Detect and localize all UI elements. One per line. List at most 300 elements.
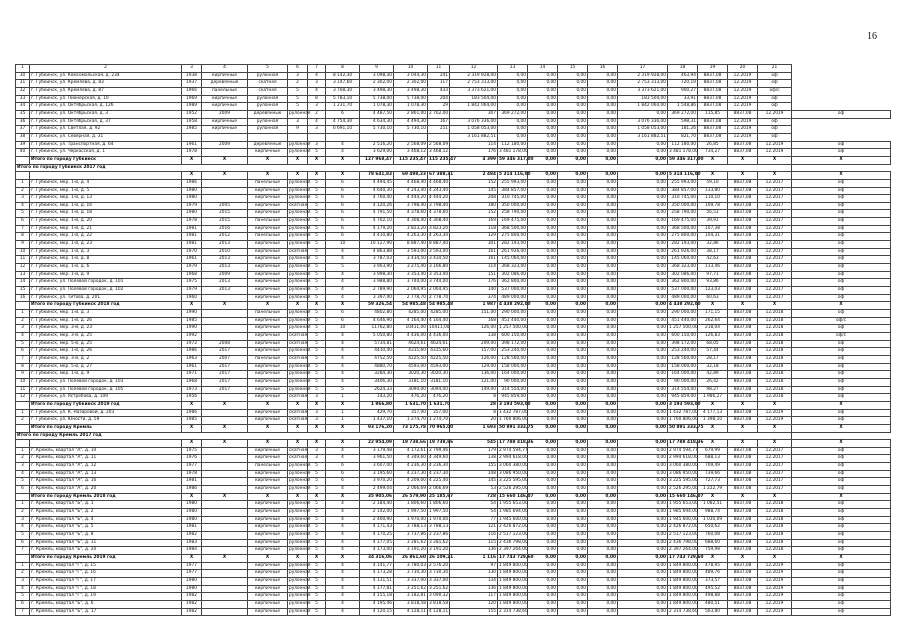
table-cell: 0,00 xyxy=(558,241,588,249)
table-cell: 12.2017 xyxy=(758,179,792,187)
table-cell: 1 xyxy=(16,562,30,570)
table-cell: 4 xyxy=(326,332,360,340)
table-cell: 0,00 xyxy=(588,225,618,233)
table-cell: 3 251,62 xyxy=(394,585,428,593)
table-cell: 0,00 xyxy=(558,332,588,340)
table-cell: 0,00 xyxy=(558,608,588,616)
table-cell: 77 xyxy=(450,516,498,524)
table-cell: 26 861,60 xyxy=(394,555,428,563)
table-cell: 1978 xyxy=(182,149,202,157)
table-cell: 40 xyxy=(16,149,30,157)
table-cell: 0,00 xyxy=(528,332,558,340)
address-cell: г. Губкинск, ул. Транспортная, д. 64 xyxy=(30,141,182,149)
table-cell: 739,66 xyxy=(698,470,728,478)
table-cell: 161 xyxy=(450,248,498,256)
table-cell: 208 xyxy=(450,195,498,203)
table-cell: 8837,08 xyxy=(728,141,758,149)
table-cell: 5 xyxy=(308,524,326,532)
table-cell: оф xyxy=(792,386,891,394)
table-cell: 369 272,00 xyxy=(498,110,528,118)
table-cell: 0,00 xyxy=(528,126,558,134)
table-cell: рулонная xyxy=(288,593,308,601)
table-cell: 1971 xyxy=(182,371,202,379)
table-cell: 1 116 xyxy=(450,555,498,563)
table-cell: 0,00 xyxy=(588,271,618,279)
table-cell: оф xyxy=(792,486,891,494)
address-cell: г. Губкинск, мкр. 1-й, д. 3 xyxy=(30,310,182,318)
table-cell: 4 468,40 xyxy=(394,179,428,187)
address-cell: г. Губкинск, ул. Полевой городок, д. 105 xyxy=(30,386,182,394)
table-cell: X xyxy=(288,401,308,409)
table-cell: 0,00 xyxy=(528,202,558,210)
table-cell: 0,00 xyxy=(588,103,618,111)
table-cell: оф xyxy=(792,149,891,157)
table-cell xyxy=(202,577,248,585)
table-cell: 0,00 xyxy=(558,156,588,164)
table-cell: 5 xyxy=(308,317,326,325)
table-cell: 0,00 xyxy=(558,95,588,103)
table-cell: 4 170,25 xyxy=(360,532,394,540)
table-cell: рулонная xyxy=(288,378,308,386)
table-cell: 2 xyxy=(16,317,30,325)
table-cell: 0,00 xyxy=(588,279,618,287)
table-cell: 5 xyxy=(308,562,326,570)
table-cell: кирпичные xyxy=(248,264,288,272)
table-row xyxy=(16,110,891,118)
table-cell: 0,00 xyxy=(588,455,618,463)
table-cell: 1970 xyxy=(182,248,202,256)
table-cell: 2 517 123,00 xyxy=(498,532,528,540)
table-cell: 3 593,00 xyxy=(428,248,450,256)
table-cell: 433 xyxy=(428,87,450,95)
table-cell: 0,00 xyxy=(558,547,588,555)
table-cell: 727,73 xyxy=(698,478,728,486)
table-cell: 0,00 xyxy=(618,340,668,348)
group-heading: Итого по городу Кремль 2017 год xyxy=(16,432,792,440)
table-cell: 8837,08 xyxy=(728,218,758,226)
address-cell: г. Губкинск, ул. Титова, д. 201 xyxy=(30,294,182,302)
table-cell: X xyxy=(728,302,758,310)
table-cell: 451 440,00 xyxy=(668,317,698,325)
table-cell: 3 737,86 xyxy=(394,532,428,540)
table-cell: 1 222,79 xyxy=(698,486,728,494)
table-cell: 476,20 xyxy=(428,394,450,402)
table-cell: 14 xyxy=(16,279,30,287)
table-cell: 0,00 xyxy=(618,294,668,302)
table-cell: рулонная xyxy=(288,110,308,118)
table-cell: 15 xyxy=(16,287,30,295)
table-cell: 4 xyxy=(326,524,360,532)
table-row xyxy=(16,455,891,463)
table-cell: 0,00 xyxy=(588,202,618,210)
table-cell: X xyxy=(792,555,891,563)
table-cell: 26,42 xyxy=(698,378,728,386)
address-cell: г. Кремль, квартал "А", д. 12 xyxy=(30,463,182,471)
table-cell: 4 349,60 xyxy=(394,455,428,463)
table-cell: 0,00 xyxy=(588,332,618,340)
table-cell: рулонная xyxy=(288,501,308,509)
table-cell: кирпичные xyxy=(248,486,288,494)
table-cell: X xyxy=(182,401,202,409)
table-cell: оф xyxy=(792,532,891,540)
table-cell: X xyxy=(288,555,308,563)
table-cell: скатная xyxy=(288,340,308,348)
table-cell: 6 xyxy=(326,310,360,318)
table-cell: 0,00 xyxy=(528,509,558,517)
table-cell: 4 308,40 xyxy=(394,218,428,226)
table-cell xyxy=(202,608,248,616)
table-cell: 26,85 xyxy=(698,141,728,149)
table-cell: 0,00 xyxy=(588,470,618,478)
table-cell: 0,00 xyxy=(558,424,588,432)
table-cell: 3 823,20 xyxy=(428,225,450,233)
table-cell: 8837,08 xyxy=(728,363,758,371)
table-cell: 4 438 292,00 xyxy=(498,302,528,310)
table-cell: 0,00 xyxy=(558,409,588,417)
address-cell: г. Губкинск, мкр. 1-й, д. 4 xyxy=(30,179,182,187)
table-cell: 0,00 xyxy=(558,363,588,371)
table-cell: X xyxy=(758,401,792,409)
address-cell: г. Кремль, квартал "Б", д. 6 xyxy=(30,600,182,608)
table-cell: рулонная xyxy=(288,264,308,272)
table-cell: 0,00 xyxy=(558,210,588,218)
table-row xyxy=(16,225,891,233)
table-cell: 4 xyxy=(16,202,30,210)
table-cell: 1 274,70 xyxy=(394,417,428,425)
table-cell: 0,00 xyxy=(588,302,618,310)
table-cell: 0,00 xyxy=(498,103,528,111)
table-cell: 183 504,00 xyxy=(618,95,668,103)
table-cell: 1 849 800,00 xyxy=(498,593,528,601)
table-cell: рулонная xyxy=(288,310,308,318)
table-cell xyxy=(202,501,248,509)
table-cell: 1968 xyxy=(182,271,202,279)
table-cell: 1990 xyxy=(182,310,202,318)
table-cell: 650,62 xyxy=(698,524,728,532)
table-cell xyxy=(202,310,248,318)
table-cell: 8837,08 xyxy=(728,317,758,325)
table-cell: 8837,08 xyxy=(728,386,758,394)
table-cell: 0,00 xyxy=(618,156,668,164)
address-cell: г. Кремль, квартал "Г", д. 18 xyxy=(30,585,182,593)
group-heading-row xyxy=(16,432,891,440)
table-cell: 4 xyxy=(326,256,360,264)
table-cell: 12.2018 xyxy=(758,532,792,540)
table-cell: 3 988,80 xyxy=(360,279,394,287)
table-row xyxy=(16,577,891,585)
column-number: 9 xyxy=(360,65,394,73)
table-cell xyxy=(326,133,360,141)
column-number: 7 xyxy=(308,65,326,73)
table-cell: 3 xyxy=(16,195,30,203)
table-cell: рулонная xyxy=(288,317,308,325)
table-cell: 158 000,00 xyxy=(668,363,698,371)
table-cell: 0,00 xyxy=(588,478,618,486)
table-cell: 8837,08 xyxy=(728,608,758,616)
table-cell: 2 xyxy=(16,455,30,463)
table-cell: X xyxy=(202,401,248,409)
table-cell: 3 225 595,00 xyxy=(668,478,698,486)
table-cell: 28 xyxy=(450,401,498,409)
table-cell: 0,00 xyxy=(558,524,588,532)
table-cell: 114 xyxy=(450,264,498,272)
table-cell: 38 xyxy=(16,133,30,141)
table-cell: 0,00 xyxy=(558,118,588,126)
address-cell: г. Губкинск, мкр. 1-й, д. 8 xyxy=(30,256,182,264)
address-cell: г. Губкинск, ул. Октябрьская, д. 3 xyxy=(30,110,182,118)
table-cell xyxy=(182,133,202,141)
table-cell: X xyxy=(248,493,288,501)
column-number: 19 xyxy=(698,65,728,73)
table-cell: 126,83 xyxy=(698,332,728,340)
table-cell: 0,00 xyxy=(618,332,668,340)
table-cell: 1 849 800,00 xyxy=(668,577,698,585)
table-cell: 0,00 xyxy=(618,409,668,417)
table-cell: 1 xyxy=(16,179,30,187)
table-cell: 251 xyxy=(428,126,450,134)
table-row xyxy=(16,547,891,555)
table-cell: 8837,08 xyxy=(728,394,758,402)
table-cell xyxy=(202,179,248,187)
table-cell: 301 xyxy=(450,241,498,249)
table-cell: 98,27 xyxy=(698,386,728,394)
table-row xyxy=(16,95,891,103)
table-cell: 8 887,40 xyxy=(394,241,428,249)
table-cell: 1979 xyxy=(182,287,202,295)
table-cell: 0,00 xyxy=(528,95,558,103)
table-cell: X xyxy=(326,424,360,432)
table-cell: X xyxy=(728,156,758,164)
table-cell: 4 438 292,00 xyxy=(668,302,698,310)
table-cell: 4 xyxy=(16,332,30,340)
table-cell: 8837,08 xyxy=(728,371,758,379)
table-cell: 33 xyxy=(16,95,30,103)
table-cell: 112 180,00 xyxy=(498,141,528,149)
table-cell: 7 xyxy=(16,547,30,555)
table-cell: 1981 xyxy=(182,478,202,486)
table-cell: 357,00 xyxy=(428,409,450,417)
table-cell: 4 436,00 xyxy=(394,332,428,340)
table-cell: 4 120,15 xyxy=(360,608,394,616)
table-cell: 5 xyxy=(308,608,326,616)
table-cell: 26 579,90 xyxy=(394,493,428,501)
table-cell: 3 730,30 xyxy=(428,570,450,578)
address-cell: г. Кремль, квартал "Б", д. 20 xyxy=(30,547,182,555)
table-cell: 8837,08 xyxy=(728,547,758,555)
table-cell: 0,00 xyxy=(588,95,618,103)
table-cell: 0,00 xyxy=(618,608,668,616)
table-cell: 10 127,90 xyxy=(360,241,394,249)
table-cell: 0,00 xyxy=(588,172,618,180)
table-cell: кирпичные xyxy=(202,103,248,111)
table-cell: 8837,08 xyxy=(728,355,758,363)
address-cell: г. Губкинск, ул. Полевой городок, д. 102 xyxy=(30,287,182,295)
table-cell: 0,00 xyxy=(528,256,558,264)
table-cell: 1 058 053,00 xyxy=(450,126,498,134)
table-cell: 1 849 800,00 xyxy=(498,577,528,585)
table-cell: 2 974 594,77 xyxy=(498,447,528,455)
table-cell xyxy=(202,600,248,608)
table-cell: 0,00 xyxy=(528,110,558,118)
table-cell: 0,00 xyxy=(528,149,558,157)
table-cell: 1982 xyxy=(182,593,202,601)
table-cell: X xyxy=(758,555,792,563)
table-cell: кирпичные xyxy=(248,600,288,608)
table-cell: оф xyxy=(792,310,891,318)
table-cell: 255 993,00 xyxy=(498,179,528,187)
table-cell: 8837,08 xyxy=(728,447,758,455)
table-cell: 4593,00 xyxy=(428,363,450,371)
table-cell: 0,00 xyxy=(528,455,558,463)
table-row xyxy=(16,80,891,88)
table-cell: 0,00 xyxy=(528,463,558,471)
table-cell: X xyxy=(792,172,891,180)
table-cell: 4 xyxy=(326,608,360,616)
table-cell: 282 193,00 xyxy=(498,241,528,249)
table-cell: скатная xyxy=(288,455,308,463)
table-cell: кирпичные xyxy=(202,126,248,134)
total-row xyxy=(16,555,891,563)
table-cell: 10411,00 xyxy=(428,325,450,333)
table-cell: рулонная xyxy=(248,118,288,126)
table-cell: 4 171,43 xyxy=(360,524,394,532)
table-cell: 4 487,50 xyxy=(360,110,394,118)
table-cell: 3 xyxy=(308,126,326,134)
column-number: 14 xyxy=(528,65,558,73)
table-cell: 1975 xyxy=(182,279,202,287)
table-cell xyxy=(202,593,248,601)
table-cell: 112 180,00 xyxy=(668,141,698,149)
table-cell: 362 800,00 xyxy=(498,279,528,287)
table-cell: 0,00 xyxy=(528,133,558,141)
table-cell: X xyxy=(326,156,360,164)
table-cell: 12.2019 xyxy=(728,72,758,80)
table-cell: рулонная xyxy=(288,325,308,333)
table-cell: 2017 xyxy=(202,386,248,394)
table-cell: 3 060 380,00 xyxy=(498,463,528,471)
table-cell: 2013 xyxy=(202,279,248,287)
table-cell: 171,15 xyxy=(698,310,728,318)
table-cell: 0,00 xyxy=(528,478,558,486)
group-heading-row xyxy=(16,164,891,172)
table-cell: X xyxy=(698,302,728,310)
table-cell: 12.2017 xyxy=(758,447,792,455)
table-cell: кирпичные xyxy=(248,271,288,279)
table-cell: 8837,08 xyxy=(698,95,728,103)
table-cell: 5 738,00 xyxy=(360,95,394,103)
table-cell: 0,00 xyxy=(618,317,668,325)
table-cell: X xyxy=(202,172,248,180)
table-cell: 152 xyxy=(450,210,498,218)
table-cell: 5 xyxy=(308,501,326,509)
table-row xyxy=(16,463,891,471)
table-cell: 1 437,10 xyxy=(360,417,394,425)
table-cell: 17 743 729,60 xyxy=(498,555,528,563)
table-row xyxy=(16,470,891,478)
column-number: 8 xyxy=(326,65,360,73)
address-cell: г. Губкинск, мкр. 1-й, д. 16 xyxy=(30,202,182,210)
table-cell: 5 xyxy=(308,509,326,517)
table-cell: 8 xyxy=(308,95,326,103)
table-cell: 0,00 xyxy=(558,516,588,524)
table-cell: 8 xyxy=(450,394,498,402)
table-cell: 8837,08 xyxy=(728,516,758,524)
table-cell: 5 xyxy=(288,87,308,95)
table-cell: 8837,08 xyxy=(728,570,758,578)
table-cell: 1 806,60 xyxy=(394,501,428,509)
table-cell: 113,46 xyxy=(698,264,728,272)
table-cell: 0,00 xyxy=(498,95,528,103)
table-row xyxy=(16,417,891,425)
table-cell: оф xyxy=(792,325,891,333)
table-cell: 5 xyxy=(308,287,326,295)
table-cell: панельные xyxy=(202,87,248,95)
table-cell: 0,00 xyxy=(528,401,558,409)
table-cell: 128 560,00 xyxy=(498,355,528,363)
table-cell: 3 498,30 xyxy=(394,87,428,95)
table-cell: 2 302,00 xyxy=(360,80,394,88)
table-cell: 0,00 xyxy=(528,118,558,126)
table-cell: 32,86 xyxy=(698,241,728,249)
table-cell: 0,00 xyxy=(528,210,558,218)
table-cell: кирпичные xyxy=(202,95,248,103)
table-cell: 3 191,20 xyxy=(394,547,428,555)
table-cell: 167 xyxy=(428,118,450,126)
table-row xyxy=(16,348,891,356)
address-cell: г. Кремль, квартал "А", д. 20 xyxy=(30,486,182,494)
table-cell: 2 568,09 xyxy=(394,141,428,149)
table-cell: 8837,08 xyxy=(698,103,728,111)
table-cell: 1982 xyxy=(182,600,202,608)
table-cell: 12.2019 xyxy=(728,133,758,141)
total-row xyxy=(16,440,891,448)
column-number: 4 xyxy=(202,65,248,73)
table-cell: 0,00 xyxy=(528,486,558,494)
table-cell: 121,00 xyxy=(450,378,498,386)
table-cell: рулонная xyxy=(288,509,308,517)
table-cell: 0,00 xyxy=(588,126,618,134)
table-cell: 900,27 xyxy=(668,87,698,95)
table-cell: 0,00 xyxy=(528,600,558,608)
table-cell: 0,00 xyxy=(618,325,668,333)
table-cell: 0,00 xyxy=(618,256,668,264)
table-cell: 1986 xyxy=(182,409,202,417)
table-cell: X xyxy=(248,156,288,164)
table-cell: 1 955 653,00 xyxy=(668,501,698,509)
table-cell: 0,00 xyxy=(618,455,668,463)
table-cell: X xyxy=(326,440,360,448)
table-cell: 2 237,86 xyxy=(428,532,450,540)
table-cell: X xyxy=(288,424,308,432)
table-cell: 4 xyxy=(326,600,360,608)
table-cell: 3406,30 xyxy=(360,378,394,386)
table-cell: 0,00 xyxy=(498,126,528,134)
table-cell: 12.2018 xyxy=(758,325,792,333)
table-cell: 5 xyxy=(16,340,30,348)
table-cell: X xyxy=(758,172,792,180)
table-row xyxy=(16,218,891,226)
table-cell: 1 945 600,00 xyxy=(668,516,698,524)
table-cell: 563,80 xyxy=(698,608,728,616)
table-cell: 0,00 xyxy=(588,218,618,226)
table-cell: 0,00 xyxy=(588,80,618,88)
table-cell: 5 xyxy=(308,233,326,241)
table-cell: 3 xyxy=(308,455,326,463)
table-cell: 0,00 xyxy=(588,570,618,578)
table-cell: 8837,08 xyxy=(728,256,758,264)
table-cell: оф xyxy=(792,210,891,218)
table-cell: 97,71 xyxy=(698,271,728,279)
